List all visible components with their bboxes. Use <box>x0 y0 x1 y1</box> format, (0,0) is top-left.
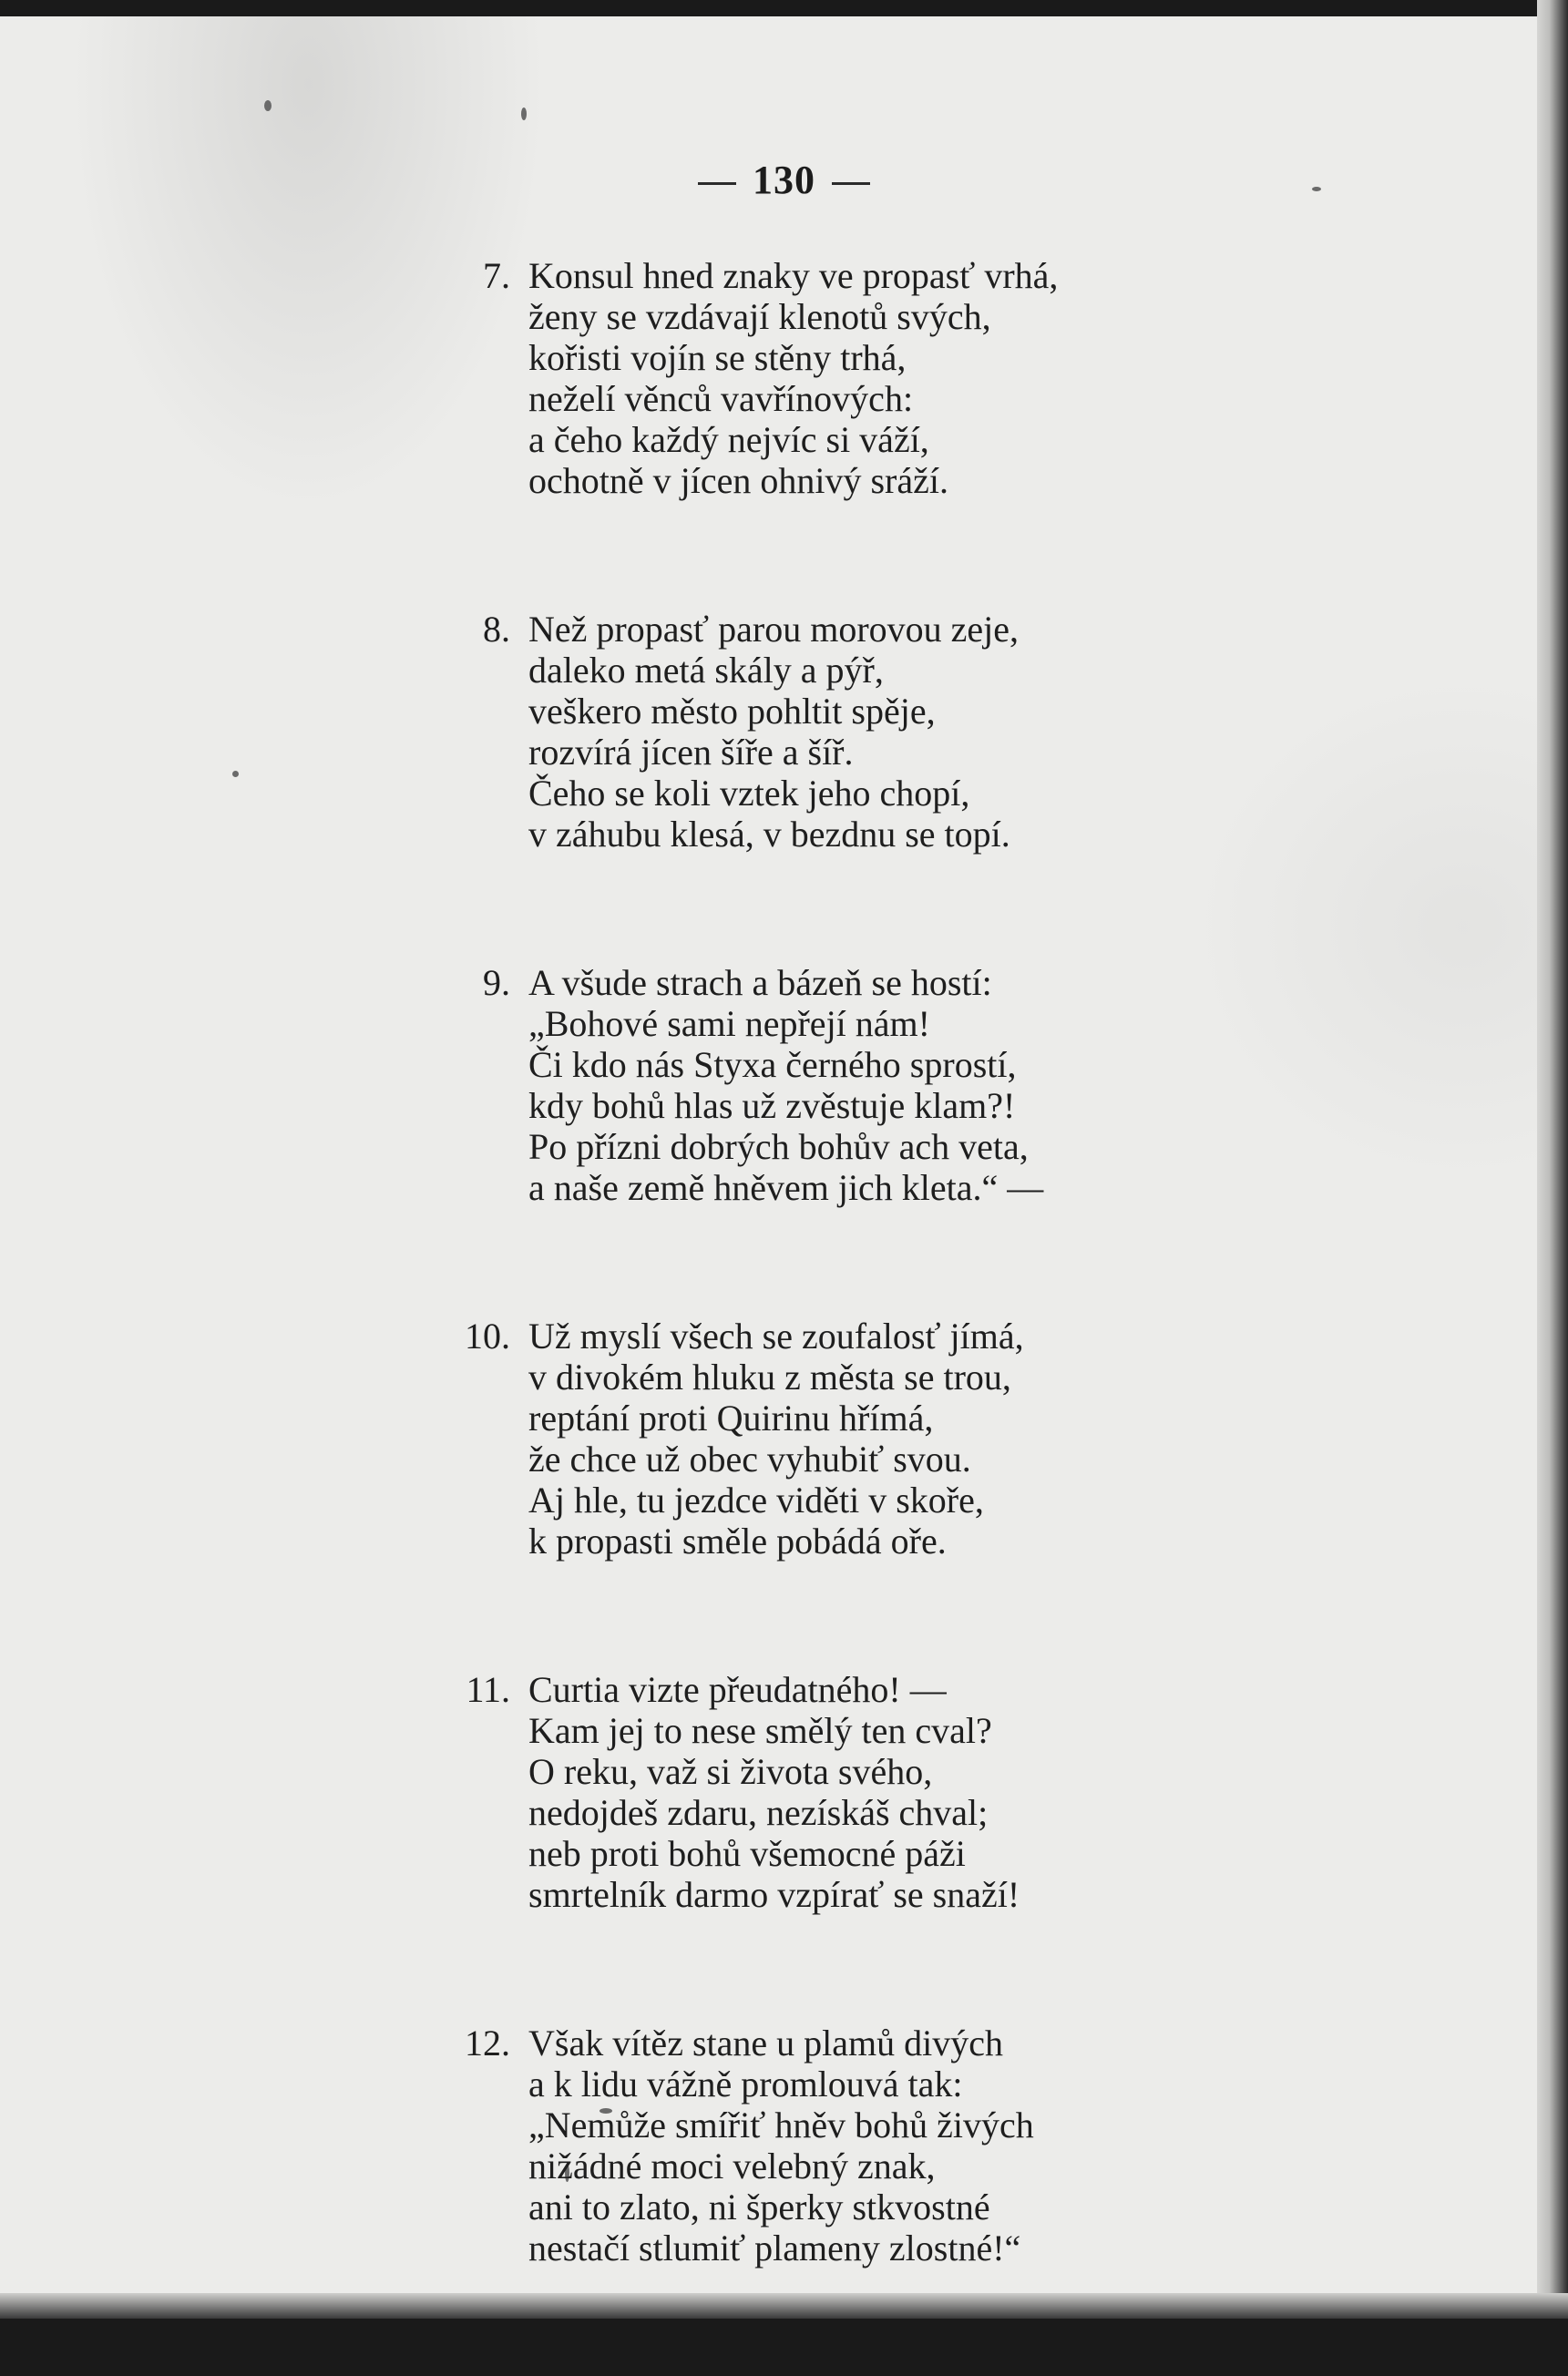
verse-line: Po přízni dobrých bohův ach veta, <box>528 1126 1029 1167</box>
verse-line: „Bohové sami nepřejí nám! <box>528 1003 930 1044</box>
verse-line: Aj hle, tu jezdce viděti v skoře, <box>528 1480 984 1521</box>
verse-line: Už myslí všech se zoufalosť jímá, <box>528 1316 1024 1357</box>
stanza-lines <box>528 2023 1512 2268</box>
verse-line: kořisti vojín se stěny trhá, <box>528 337 907 378</box>
verse-line: veškero město pohltit spěje, <box>528 691 936 732</box>
poem <box>456 255 1512 2376</box>
verse-line: reptání proti Quirinu hřímá, <box>528 1398 934 1439</box>
verse-line: v záhubu klesá, v bezdnu se topí. <box>528 814 1010 855</box>
verse-line: smrtelník darmo vzpírať se snaží! <box>528 1874 1020 1915</box>
verse-line: A všude strach a bázeň se hostí: <box>528 962 992 1003</box>
verse-line: Či kdo nás Styxa černého sprostí, <box>528 1044 1017 1085</box>
stanza-lines <box>528 1316 1512 1562</box>
stanza-number: 9. <box>483 962 510 1003</box>
verse-line: Kam jej to nese smělý ten cval? <box>528 1710 992 1751</box>
verse-line: daleko metá skály a pýř, <box>528 650 884 691</box>
stanza-11 <box>456 1669 1512 1915</box>
scan-speck <box>521 108 527 120</box>
verse-line: v divokém hluku z města se trou, <box>528 1357 1011 1398</box>
verse-line: ochotně v jícen ohnivý sráží. <box>528 460 948 501</box>
verse-line: že chce už obec vyhubiť svou. <box>528 1439 971 1480</box>
verse-line: neb proti bohů všemocné páži <box>528 1833 966 1874</box>
verse-line: nestačí stlumiť plameny zlostné!“ <box>528 2228 1021 2268</box>
verse-line: nižádné moci velebný znak, <box>528 2146 936 2187</box>
page-number <box>0 157 1568 203</box>
verse-line: a čeho každý nejvíc si váží, <box>528 419 929 460</box>
verse-line: „Nemůže smířiť hněv bohů živých <box>528 2105 1034 2146</box>
verse-line: k propasti směle pobádá oře. <box>528 1521 947 1562</box>
stanza-number: 12. <box>465 2023 510 2064</box>
page-number-dash-right <box>832 182 870 185</box>
stanza-number: 8. <box>483 609 510 650</box>
verse-line: ani to zlato, ni šperky stkvostné <box>528 2187 990 2228</box>
verse-line: a naše země hněvem jich kleta.“ — <box>528 1167 1044 1208</box>
verse-line: rozvírá jícen šíře a šíř. <box>528 732 854 773</box>
page-number-value: 130 <box>753 158 815 202</box>
verse-line: ženy se vzdávají klenotů svých, <box>528 296 991 337</box>
stanza-lines <box>528 609 1512 855</box>
verse-line: a k lidu vážně promlouvá tak: <box>528 2064 963 2105</box>
stanza-12 <box>456 2023 1512 2268</box>
stanza-lines <box>528 255 1512 501</box>
verse-line: Čeho se koli vztek jeho chopí, <box>528 773 970 814</box>
verse-line: nedojdeš zdaru, nezískáš chval; <box>528 1792 989 1833</box>
stanza-9 <box>456 962 1512 1208</box>
page-edge-shadow <box>1537 0 1568 2319</box>
verse-line: Však vítěz stane u plamů divých <box>528 2023 1003 2064</box>
stanza-lines <box>528 962 1512 1208</box>
verse-line: kdy bohů hlas už zvěstuje klam?! <box>528 1085 1016 1126</box>
scan-speck <box>232 771 239 777</box>
stanza-number: 10. <box>465 1316 510 1357</box>
stanza-lines <box>528 1669 1512 1915</box>
verse-line: Než propasť parou morovou zeje, <box>528 609 1020 650</box>
stanza-7 <box>456 255 1512 501</box>
scan-speck <box>264 100 272 111</box>
stanza-number: 7. <box>483 255 510 296</box>
verse-line: neželí věnců vavřínových: <box>528 378 914 419</box>
verse-line: Konsul hned znaky ve propasť vrhá, <box>528 255 1059 296</box>
page-number-dash-left <box>698 182 736 185</box>
stanza-10 <box>456 1316 1512 1562</box>
stanza-number: 11. <box>466 1669 510 1710</box>
verse-line: O reku, važ si života svého, <box>528 1751 933 1792</box>
stanza-8 <box>456 609 1512 855</box>
verse-line: Curtia vizte přeudatného! — <box>528 1669 947 1710</box>
